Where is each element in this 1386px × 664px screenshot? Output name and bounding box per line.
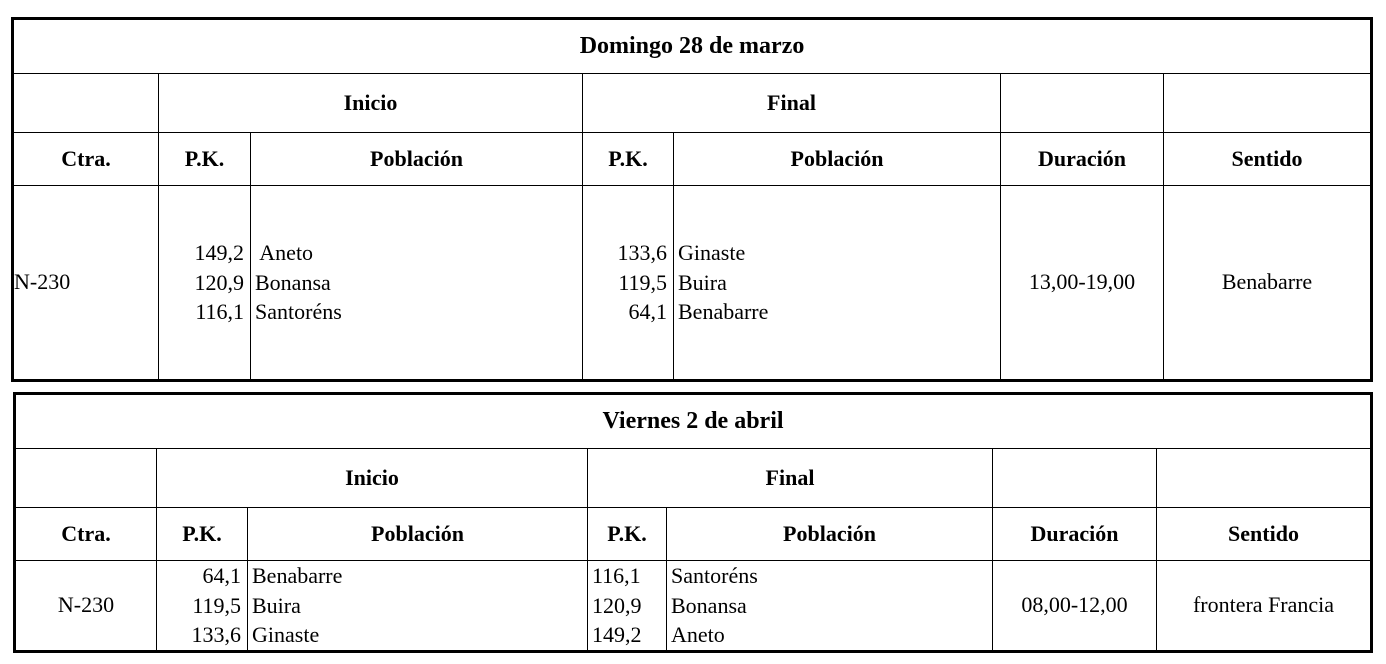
column-header-poblacion-inicio: Población: [248, 508, 588, 561]
town-name: Bonansa: [671, 592, 747, 618]
pk-inicio-cell: [157, 561, 248, 652]
pk-final-cell: [583, 186, 674, 381]
town-name: Aneto: [671, 622, 725, 647]
table-title: Viernes 2 de abril: [15, 394, 1372, 449]
column-header-sentido: Sentido: [1164, 133, 1372, 186]
ctra-cell: N-230: [15, 561, 157, 652]
town-name: Aneto: [255, 240, 314, 265]
column-header-poblacion-final: Población: [667, 508, 993, 561]
empty-cell: [1164, 74, 1372, 133]
table-title: Domingo 28 de marzo: [13, 19, 1372, 74]
pk-value: 119,5: [192, 592, 241, 618]
pk-value: 133,6: [617, 240, 667, 265]
group-header-final: Final: [588, 449, 993, 508]
column-header-pk-final: P.K.: [588, 508, 667, 561]
ctra-cell: N-230: [13, 186, 159, 381]
column-header-poblacion-final: Población: [674, 133, 1001, 186]
column-header-pk-final: P.K.: [583, 133, 674, 186]
town-name: Benabarre: [252, 563, 343, 588]
column-header-sentido: Sentido: [1157, 508, 1372, 561]
column-header-duracion: Duración: [993, 508, 1157, 561]
pk-final-cell: [588, 561, 667, 652]
column-header-duracion: Duración: [1001, 133, 1164, 186]
empty-cell: [13, 74, 159, 133]
group-header-final: Final: [583, 74, 1001, 133]
pk-inicio-cell: [159, 186, 251, 381]
pk-value: 119,5: [618, 269, 667, 295]
poblacion-inicio-cell: [248, 561, 588, 652]
poblacion-final-cell: [674, 186, 1001, 381]
sentido-cell: frontera Francia: [1157, 561, 1372, 652]
column-header-ctra: Ctra.: [15, 508, 157, 561]
group-header-inicio: Inicio: [157, 449, 588, 508]
empty-cell: [15, 449, 157, 508]
duracion-cell: 13,00-19,00: [1001, 186, 1164, 381]
pk-value: 116,1: [592, 563, 641, 588]
empty-cell: [1157, 449, 1372, 508]
pk-value: 64,1: [202, 563, 241, 588]
pk-value: 149,2: [592, 622, 642, 647]
column-header-pk-inicio: P.K.: [159, 133, 251, 186]
pk-value: 116,1: [195, 299, 244, 324]
town-name: Santoréns: [255, 299, 342, 324]
town-name: Benabarre: [678, 299, 769, 324]
pk-value: 133,6: [191, 622, 241, 647]
pk-value: 120,9: [592, 592, 642, 618]
town-name: Bonansa: [255, 269, 331, 295]
town-name: Buira: [252, 592, 301, 618]
poblacion-inicio-cell: [251, 186, 583, 381]
table-row: [13, 186, 1372, 381]
sentido-cell: Benabarre: [1164, 186, 1372, 381]
pk-value: 120,9: [194, 269, 244, 295]
empty-cell: [1001, 74, 1164, 133]
column-header-ctra: Ctra.: [13, 133, 159, 186]
empty-cell: [993, 449, 1157, 508]
duracion-cell: 08,00-12,00: [993, 561, 1157, 652]
group-header-inicio: Inicio: [159, 74, 583, 133]
town-name: Ginaste: [678, 240, 746, 265]
column-header-poblacion-inicio: Población: [251, 133, 583, 186]
column-header-pk-inicio: P.K.: [157, 508, 248, 561]
closure-table-april-2: [13, 392, 1373, 653]
table-row: [15, 561, 1372, 652]
pk-value: 64,1: [628, 299, 667, 324]
pk-value: 149,2: [194, 240, 244, 265]
poblacion-final-cell: [667, 561, 993, 652]
town-name: Buira: [678, 269, 727, 295]
closure-table-march-28: [11, 17, 1373, 382]
town-name: Ginaste: [252, 622, 320, 647]
town-name: Santoréns: [671, 563, 758, 588]
